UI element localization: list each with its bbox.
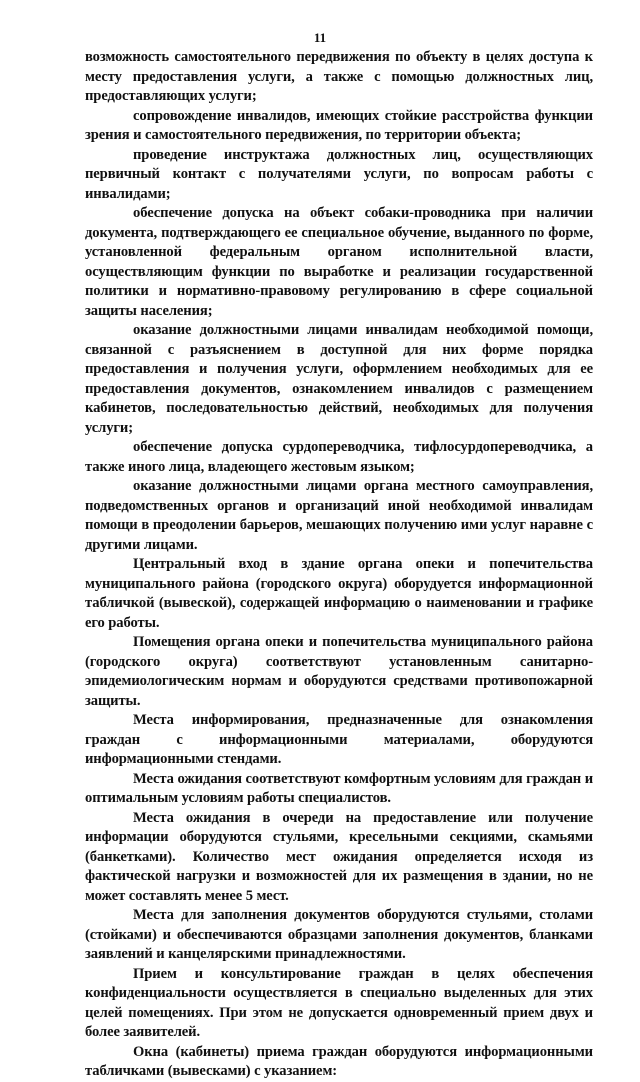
paragraph: Прием и консультирование граждан в целях обеспечения конфиденциальности осуществляется в специально выделенных для этих целей помещениях. При этом не допускается одновременный прием двух и более заявителей. (85, 965, 593, 1040)
paragraph: Помещения органа опеки и попечительства муниципального района (городского округа) соответствуют установленным санитарно-эпидемиологическим нормам и оборудуются средствами противопожарной защиты. (85, 634, 593, 709)
paragraph: Места для заполнения документов оборудуются стульями, столами (стойками) и обеспечиваются образцами заполнения документов, бланками заявлений и канцелярскими принадлежностями. (85, 907, 593, 962)
paragraph: Места ожидания соответствуют комфортным условиям для граждан и оптимальным условиям работы специалистов. (85, 770, 593, 806)
paragraph: возможность самостоятельного передвижения по объекту в целях доступа к месту предоставления услуги, а также с помощью должностных лиц, предоставляющих услуги; (85, 49, 593, 104)
paragraph: Места ожидания в очереди на предоставление или получение информации оборудуются стульями, кресельными секциями, скамьями (банкетками). Количество мест ожидания определяется исходя из фактической нагрузки и возможностей для их размещения в здании, но не может составлять менее 5 мест. (85, 809, 593, 904)
paragraph: Центральный вход в здание органа опеки и попечительства муниципального района (городского округа) оборудуется информационной табличкой (вывеской), содержащей информацию о наименовании и графике его работы. (85, 556, 593, 631)
paragraph: обеспечение допуска на объект собаки-проводника при наличии документа, подтверждающего ее специальное обучение, выданного по форме, установленной федеральным органом исполнительной власти, осуществляющим функции по выработке и реализации государственной политики и нормативно-правовому регулированию в сфере социальной защиты населения; (85, 205, 593, 319)
page-number: 11 (313, 30, 327, 45)
paragraph: Окна (кабинеты) приема граждан оборудуются информационными табличками (вывесками) с указанием: (85, 1043, 593, 1079)
paragraph: Места информирования, предназначенные для ознакомления граждан с информационными материалами, оборудуются информационными стендами. (85, 712, 593, 767)
paragraph: сопровождение инвалидов, имеющих стойкие расстройства функции зрения и самостоятельного передвижения, по территории объекта; (85, 107, 593, 143)
paragraph: оказание должностными лицами органа местного самоуправления, подведомственных органов и организаций иной необходимой инвалидам помощи в преодолении барьеров, мешающих получению ими услуг наравне с другими лицами. (85, 478, 593, 553)
paragraph: обеспечение допуска сурдопереводчика, тифлосурдопереводчика, а также иного лица, владеющего жестовым языком; (85, 439, 593, 475)
paragraph: проведение инструктажа должностных лиц, осуществляющих первичный контакт с получателями услуги, по вопросам работы с инвалидами; (85, 146, 593, 202)
paragraph: оказание должностными лицами инвалидам необходимой помощи, связанной с разъяснением в доступной для них форме порядка предоставления и получения услуги, оформлением необходимых для ее предоставления документов, ознакомлением инвалидов с размещением кабинетов, последовательностью действий, необходимых для получения услуги; (85, 322, 593, 436)
document-body (85, 48, 593, 1082)
